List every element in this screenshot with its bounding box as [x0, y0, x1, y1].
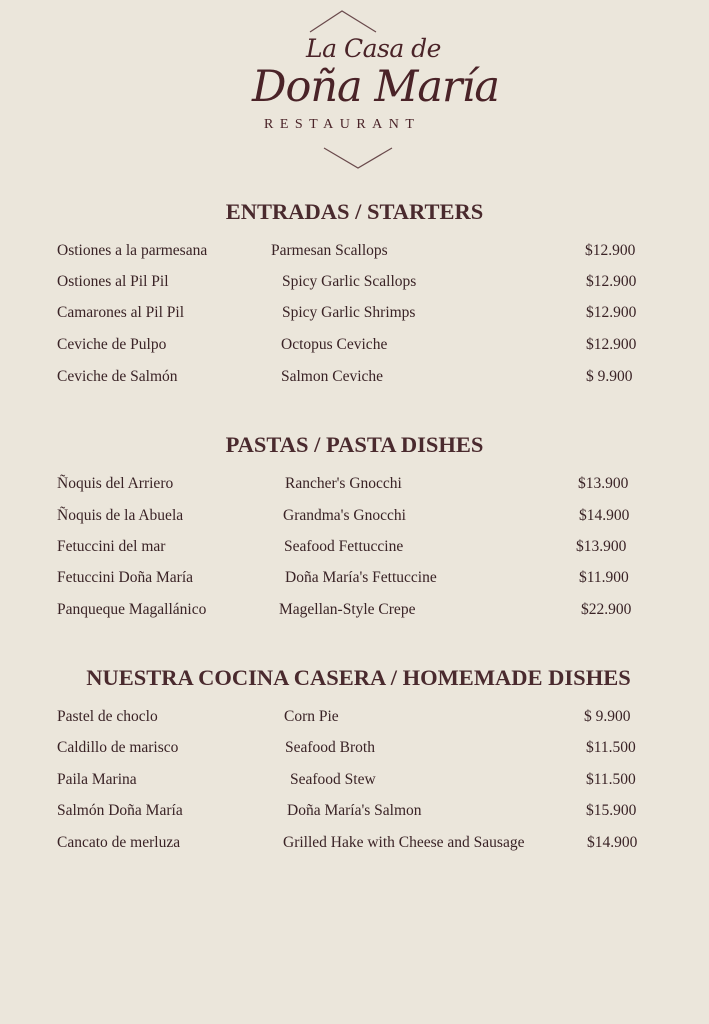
- starters-item-5-spanish: Ceviche de Salmón: [57, 368, 178, 385]
- pasta-item-4-english: Doña María's Fettuccine: [285, 569, 437, 586]
- homemade-item-2-english: Seafood Broth: [285, 739, 375, 756]
- starters-item-2-price: $12.900: [586, 273, 637, 290]
- logo-line-la-casa-de: La Casa de: [306, 34, 441, 63]
- pasta-item-3-spanish: Fetuccini del mar: [57, 538, 166, 555]
- starters-item-1-english: Parmesan Scallops: [271, 242, 388, 259]
- pasta-item-2-price: $14.900: [579, 507, 630, 524]
- starters-item-4-price: $12.900: [586, 336, 637, 353]
- starters-item-2-spanish: Ostiones al Pil Pil: [57, 273, 169, 290]
- homemade-item-2-spanish: Caldillo de marisco: [57, 739, 179, 756]
- starters-item-3-spanish: Camarones al Pil Pil: [57, 304, 185, 321]
- starters-item-3-english: Spicy Garlic Shrimps: [282, 304, 416, 321]
- starters-item-5-price: $ 9.900: [586, 368, 633, 385]
- homemade-item-1-english: Corn Pie: [284, 708, 339, 725]
- pasta-item-4-spanish: Fetuccini Doña María: [57, 569, 194, 586]
- homemade-item-2-price: $11.500: [586, 739, 636, 756]
- starters-item-4-english: Octopus Ceviche: [281, 336, 388, 353]
- section-title-pasta: PASTAS / PASTA DISHES: [225, 432, 484, 457]
- pasta-item-1-price: $13.900: [578, 475, 629, 492]
- pasta-item-3-price: $13.900: [576, 538, 627, 555]
- section-title-starters: ENTRADAS / STARTERS: [225, 199, 484, 224]
- homemade-item-5-price: $14.900: [587, 834, 638, 851]
- homemade-item-5-spanish: Cancato de merluza: [57, 834, 181, 851]
- homemade-item-1-spanish: Pastel de choclo: [57, 708, 158, 725]
- pasta-item-4-price: $11.900: [579, 569, 629, 586]
- pasta-item-5-spanish: Panqueque Magallánico: [57, 601, 207, 618]
- pasta-item-1-english: Rancher's Gnocchi: [285, 475, 402, 492]
- starters-item-3-price: $12.900: [586, 304, 637, 321]
- homemade-item-4-price: $15.900: [586, 802, 637, 819]
- pasta-item-5-english: Magellan-Style Crepe: [279, 601, 416, 618]
- homemade-item-5-english: Grilled Hake with Cheese and Sausage: [283, 834, 525, 851]
- homemade-item-4-spanish: Salmón Doña María: [57, 802, 183, 819]
- starters-item-5-english: Salmon Ceviche: [281, 368, 384, 385]
- starters-item-2-english: Spicy Garlic Scallops: [282, 273, 417, 290]
- pasta-item-5-price: $22.900: [581, 601, 632, 618]
- logo-line-restaurant: RESTAURANT: [264, 117, 421, 132]
- pasta-item-2-spanish: Ñoquis de la Abuela: [57, 507, 184, 524]
- section-title-homemade: NUESTRA COCINA CASERA / HOMEMADE DISHES: [86, 665, 631, 690]
- homemade-item-3-price: $11.500: [586, 771, 636, 788]
- pasta-item-1-spanish: Ñoquis del Arriero: [57, 475, 174, 492]
- homemade-item-3-english: Seafood Stew: [290, 771, 376, 788]
- pasta-item-2-english: Grandma's Gnocchi: [283, 507, 406, 524]
- homemade-item-4-english: Doña María's Salmon: [287, 802, 422, 819]
- homemade-item-1-price: $ 9.900: [584, 708, 631, 725]
- starters-item-1-spanish: Ostiones a la parmesana: [57, 242, 208, 259]
- logo-line-dona-maria: Doña María: [252, 62, 499, 112]
- homemade-item-3-spanish: Paila Marina: [57, 771, 137, 788]
- restaurant-logo: [240, 8, 499, 174]
- pasta-item-3-english: Seafood Fettuccine: [284, 538, 404, 555]
- starters-item-4-spanish: Ceviche de Pulpo: [57, 336, 167, 353]
- starters-item-1-price: $12.900: [585, 242, 636, 259]
